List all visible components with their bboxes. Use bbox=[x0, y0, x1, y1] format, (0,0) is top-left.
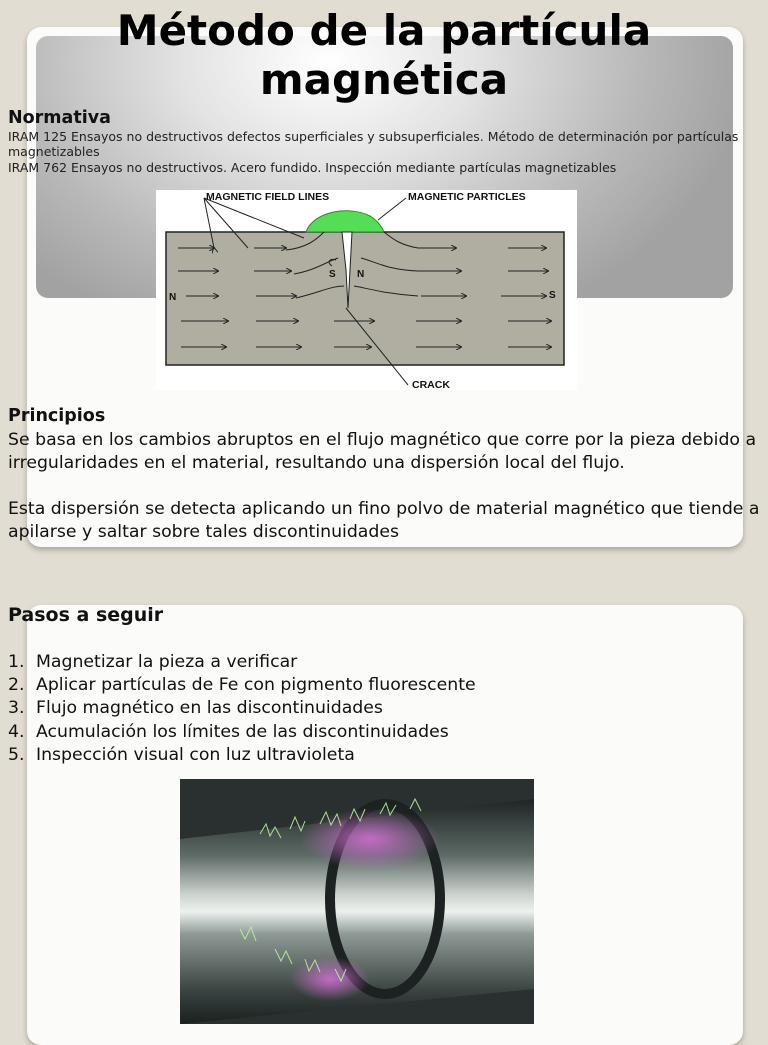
step-text: Aplicar partículas de Fe con pigmento fluorescente bbox=[36, 675, 476, 696]
inspection-photo bbox=[180, 779, 534, 1024]
list-item bbox=[8, 651, 476, 674]
label-crack: CRACK bbox=[412, 379, 450, 390]
step-number: 5. bbox=[8, 744, 25, 765]
list-item bbox=[8, 744, 476, 767]
step-text: Magnetizar la pieza a verificar bbox=[36, 652, 298, 672]
normativa-line-1: IRAM 125 Ensayos no destructivos defectos superficiales y subsuperficiales. Método de determinación por partículas magnetizables bbox=[8, 129, 739, 159]
particle-mound bbox=[306, 211, 384, 232]
step-text: Inspección visual con luz ultravioleta bbox=[36, 744, 355, 765]
page-title: Método de la partícula magnética bbox=[116, 6, 652, 104]
steps-list bbox=[8, 651, 476, 767]
principios-paragraph-2: Esta dispersión se detecta aplicando un fino polvo de material magnético que tiende a apilarse y saltar sobre tales discontinuidades bbox=[8, 499, 760, 542]
label-particles: MAGNETIC PARTICLES bbox=[408, 191, 526, 203]
step-number: 3. bbox=[8, 698, 25, 719]
step-number: 4. bbox=[8, 721, 25, 742]
steel-block bbox=[166, 232, 564, 365]
magnetic-field-diagram bbox=[156, 190, 577, 390]
crack-pole-s: S bbox=[329, 269, 336, 280]
list-item bbox=[8, 674, 476, 697]
step-number: 1. bbox=[8, 652, 25, 672]
list-item bbox=[8, 721, 476, 744]
list-item bbox=[8, 697, 476, 720]
label-field-lines: MAGNETIC FIELD LINES bbox=[206, 191, 330, 203]
principios-heading: Principios bbox=[8, 406, 106, 426]
normativa-heading: Normativa bbox=[8, 108, 111, 128]
crack-pole-n: N bbox=[357, 269, 365, 280]
pasos-heading: Pasos a seguir bbox=[8, 604, 164, 626]
step-text: Acumulación los límites de las discontinuidades bbox=[36, 721, 449, 742]
principios-paragraph-1: Se basa en los cambios abruptos en el flujo magnético que corre por la pieza debido a irregularidades en el material, resultando una dispersión local del flujo. bbox=[8, 430, 757, 473]
step-text: Flujo magnético en las discontinuidades bbox=[36, 698, 383, 719]
normativa-line-2: IRAM 762 Ensayos no destructivos. Acero fundido. Inspección mediante partículas magnetizables bbox=[8, 160, 617, 175]
pole-right: S bbox=[549, 290, 556, 301]
step-number: 2. bbox=[8, 675, 25, 696]
pole-left: N bbox=[169, 292, 177, 303]
